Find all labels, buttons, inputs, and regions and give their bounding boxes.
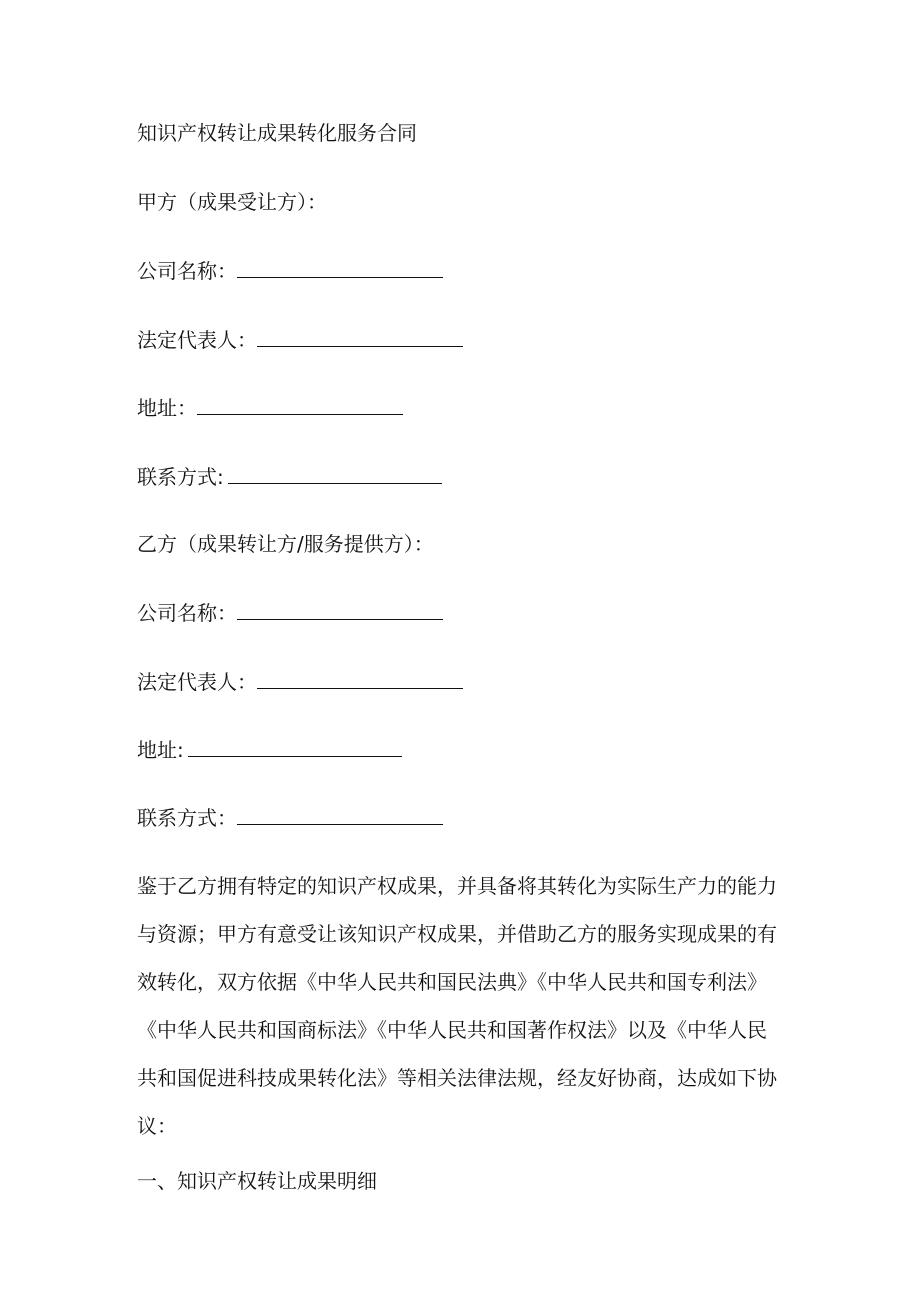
preamble-line: 共和国促进科技成果转化法》等相关法律法规，经友好协商，达成如下协: [137, 1066, 777, 1090]
party-b-company-label: 公司名称：: [137, 601, 237, 625]
party-a-address-line: [137, 392, 403, 423]
party-b-contact-label: 联系方式：: [137, 806, 237, 830]
party-a-contact-blank[interactable]: [228, 461, 442, 484]
party-b-address-label: 地址:: [137, 738, 184, 762]
party-b-heading: 乙方（成果转让方/服务提供方）：: [137, 532, 434, 556]
preamble-line: 议：: [137, 1114, 177, 1138]
preamble-line: 《中华人民共和国商标法》《中华人民共和国著作权法》以及《中华人民: [137, 1018, 767, 1042]
preamble-paragraph: [137, 862, 785, 1150]
party-a-contact-line: [137, 461, 442, 492]
party-b-company-blank[interactable]: [237, 597, 443, 620]
party-a-address-blank[interactable]: [197, 392, 403, 415]
party-a-heading: 甲方（成果受让方）：: [137, 190, 327, 214]
party-b-rep-blank[interactable]: [257, 666, 463, 689]
preamble-line: 与资源；甲方有意受让该知识产权成果，并借助乙方的服务实现成果的有: [137, 922, 777, 946]
party-a-company-line: [137, 255, 443, 286]
party-b-rep-label: 法定代表人：: [137, 670, 257, 694]
preamble-line: 鉴于乙方拥有特定的知识产权成果，并具备将其转化为实际生产力的能力: [137, 874, 777, 898]
party-b-company-line: [137, 597, 443, 628]
party-a-address-label: 地址：: [137, 396, 197, 420]
party-b-rep-line: [137, 666, 463, 697]
party-b-contact-blank[interactable]: [237, 802, 443, 825]
party-a-rep-line: [137, 324, 463, 355]
party-a-rep-label: 法定代表人：: [137, 328, 257, 352]
document-title: 知识产权转让成果转化服务合同: [137, 121, 417, 145]
party-b-address-blank[interactable]: [188, 734, 402, 757]
party-a-company-blank[interactable]: [237, 255, 443, 278]
party-a-company-label: 公司名称：: [137, 259, 237, 283]
preamble-line: 效转化，双方依据《中华人民共和国民法典》《中华人民共和国专利法》: [137, 970, 767, 994]
party-b-address-line: [137, 734, 402, 765]
party-b-contact-line: [137, 802, 443, 833]
party-a-rep-blank[interactable]: [257, 324, 463, 347]
section-1-heading: 一、知识产权转让成果明细: [137, 1169, 377, 1193]
party-a-contact-label: 联系方式:: [137, 465, 224, 489]
